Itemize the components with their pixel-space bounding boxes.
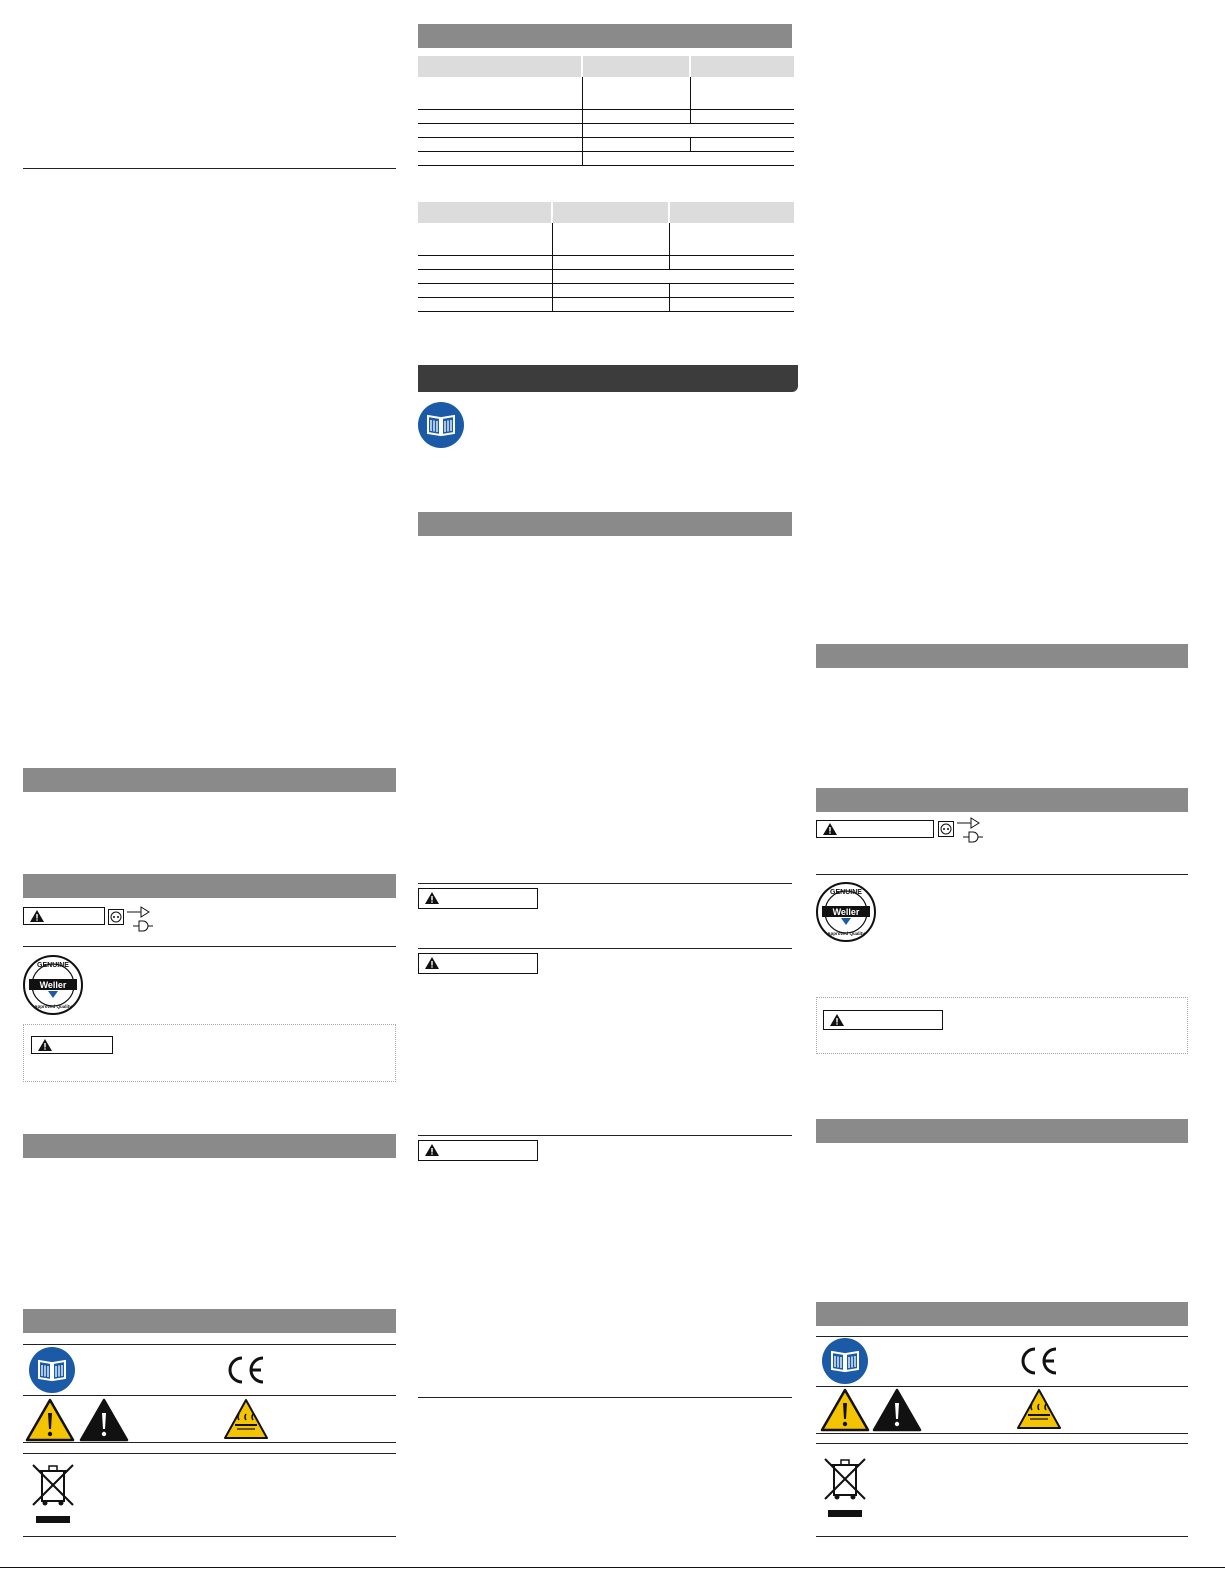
header-cell — [418, 202, 552, 223]
warning-triangle-icon — [425, 1144, 439, 1156]
section-divider — [23, 168, 396, 169]
weller-genuine-seal — [23, 955, 83, 1015]
table-row — [418, 223, 794, 255]
svg-text:Weller: Weller — [832, 907, 860, 917]
table-cell — [669, 223, 794, 255]
section-header-bar — [23, 1309, 396, 1333]
ce-mark-icon — [225, 1355, 267, 1385]
table-cell — [582, 151, 794, 165]
header-cell — [690, 56, 794, 77]
symbol-table-rule — [23, 1395, 396, 1396]
table-header-row — [418, 202, 794, 223]
section-divider — [23, 946, 396, 947]
header-cell — [582, 56, 690, 77]
table-cell — [418, 123, 582, 137]
table-cell — [582, 109, 690, 123]
warning-label-box — [23, 907, 105, 925]
ce-mark-icon — [1018, 1346, 1060, 1376]
svg-text:GENUINE: GENUINE — [830, 889, 862, 896]
svg-text:Approved Quality: Approved Quality — [34, 1004, 72, 1009]
warning-label-box — [816, 820, 934, 838]
section-divider — [816, 874, 1188, 875]
read-manual-icon — [418, 402, 464, 448]
socket-connector-icon — [108, 909, 124, 925]
section-header-bar — [816, 644, 1188, 668]
spec-table-2 — [418, 202, 794, 312]
warning-label-box — [823, 1010, 943, 1030]
chapter-header-bar — [418, 365, 798, 392]
table-cell — [418, 283, 552, 297]
table-cell — [669, 297, 794, 311]
table-cell — [552, 297, 669, 311]
warning-label-box — [31, 1036, 113, 1054]
symbol-table-rule — [23, 1442, 396, 1443]
table-cell — [552, 283, 669, 297]
table-row — [418, 151, 794, 165]
svg-text:Approved Quality: Approved Quality — [827, 931, 865, 936]
svg-text:Weller: Weller — [39, 980, 67, 990]
general-warning-icon — [79, 1398, 129, 1442]
table-cell — [582, 77, 690, 109]
spec-table-1 — [418, 56, 794, 166]
section-divider — [418, 1135, 792, 1136]
header-cell — [552, 202, 669, 223]
warning-triangle-icon — [25, 1398, 75, 1442]
warning-triangle-icon — [425, 892, 439, 904]
plug-direction-symbols-icon — [127, 906, 157, 932]
read-manual-icon — [29, 1347, 75, 1393]
table-cell — [690, 77, 794, 109]
warning-triangle-icon — [38, 1039, 52, 1051]
table-cell — [552, 223, 669, 255]
warning-triangle-icon — [823, 823, 837, 835]
warning-triangle-icon — [30, 910, 44, 922]
crossed-out-bin-icon — [30, 1461, 76, 1527]
table-cell — [418, 255, 552, 269]
symbol-table-rule — [816, 1443, 1188, 1444]
hot-surface-icon — [1016, 1388, 1062, 1430]
table-cell — [418, 77, 582, 109]
table-cell — [690, 109, 794, 123]
warning-triangle-icon — [425, 957, 439, 969]
table-cell — [418, 223, 552, 255]
svg-text:GENUINE: GENUINE — [37, 962, 69, 969]
table-cell — [552, 255, 669, 269]
crossed-out-bin-icon — [822, 1455, 868, 1521]
table-row — [418, 297, 794, 311]
general-warning-icon — [872, 1388, 922, 1432]
section-header-bar — [816, 788, 1188, 812]
section-divider — [23, 1536, 396, 1537]
section-header-bar — [23, 1134, 396, 1158]
symbol-table-rule — [23, 1344, 396, 1345]
section-divider — [816, 1536, 1188, 1537]
header-cell — [418, 56, 582, 77]
page-bottom-rule — [0, 1567, 1225, 1568]
table-cell — [582, 123, 794, 137]
table-cell — [582, 137, 690, 151]
table-row — [418, 77, 794, 109]
table-cell — [669, 283, 794, 297]
table-cell — [690, 137, 794, 151]
section-header-bar — [418, 24, 792, 48]
section-divider — [418, 948, 792, 949]
table-cell — [418, 269, 552, 283]
weller-genuine-seal — [816, 882, 876, 942]
table-cell — [418, 297, 552, 311]
hot-surface-icon — [223, 1398, 269, 1440]
warning-label-box — [418, 888, 538, 909]
section-header-bar — [23, 874, 396, 898]
table-cell — [552, 269, 794, 283]
section-header-bar — [23, 768, 396, 792]
table-row — [418, 109, 794, 123]
table-row — [418, 283, 794, 297]
warning-label-box — [418, 953, 538, 974]
symbol-table-rule — [816, 1386, 1188, 1387]
table-row — [418, 137, 794, 151]
section-header-bar — [816, 1119, 1188, 1143]
warning-triangle-icon — [820, 1388, 870, 1432]
symbol-table-rule — [816, 1336, 1188, 1337]
table-cell — [418, 151, 582, 165]
table-cell — [418, 109, 582, 123]
symbol-table-rule — [23, 1453, 396, 1454]
header-cell — [669, 202, 794, 223]
section-divider — [418, 1397, 792, 1398]
table-row — [418, 123, 794, 137]
symbol-table-rule — [816, 1433, 1188, 1434]
table-cell — [669, 255, 794, 269]
table-row — [418, 269, 794, 283]
section-divider — [418, 883, 792, 884]
warning-label-box — [418, 1140, 538, 1161]
table-row — [418, 255, 794, 269]
warning-triangle-icon — [830, 1014, 844, 1026]
section-header-bar — [418, 512, 792, 536]
socket-connector-icon — [938, 821, 954, 837]
plug-direction-symbols-icon — [957, 817, 987, 843]
section-header-bar — [816, 1302, 1188, 1326]
read-manual-icon — [822, 1338, 868, 1384]
table-cell — [418, 137, 582, 151]
table-header-row — [418, 56, 794, 77]
